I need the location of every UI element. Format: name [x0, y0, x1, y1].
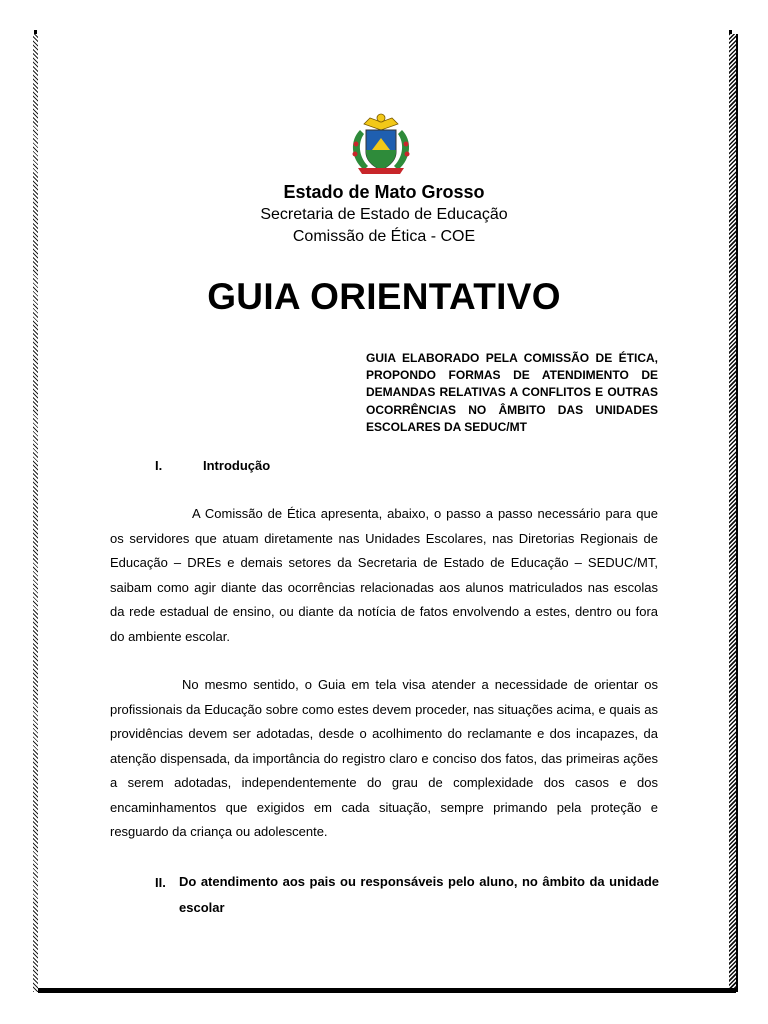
section-number: II.: [155, 875, 166, 890]
commission-name: Comissão de Ética - COE: [292, 228, 476, 245]
document-title: GUIA ORIENTATIVO: [207, 276, 561, 317]
section-title: Do atendimento aos pais ou responsáveis pelo aluno, no âmbito da unidade escolar: [179, 874, 659, 915]
secretariat-name: Secretaria de Estado de Educação: [260, 206, 508, 223]
state-name: Estado de Mato Grosso: [283, 182, 485, 202]
paragraph: No mesmo sentido, o Guia em tela visa atender a necessidade de orientar os profissionais da Educação sobre como estes devem proceder, nas situações acima, e quais as providências devem ser adotadas, desde o acolhimento do reclamante e dos incapazes, da atenção dispensada, da importância do registro claro e conciso dos fatos, das primeiras ações a serem adotadas, independentemente do grau de complexidade dos casos e dos encaminhamentos que exigidos em cada situação, sempre primando pela proteção e resguardo da criança ou adolescente.: [110, 677, 658, 839]
mato-grosso-coat-of-arms-icon: [346, 110, 416, 176]
section-title: Introdução: [203, 458, 271, 473]
page-border-left: [33, 34, 38, 992]
section-number: I.: [155, 458, 163, 473]
paragraph: A Comissão de Ética apresenta, abaixo, o passo a passo necessário para que os servidores que atuam diretamente nas Unidades Escolares, nas Diretorias Regionais de Educação – DREs e demais setores da Secretaria de Estado de Educação – SEDUC/MT, saibam como agir diante das ocorrências relacionadas aos alunos matriculados nas escolas da rede estadual de ensino, ou diante da notícia de fatos envolvendo a estes, dentro ou fora do ambiente escolar.: [110, 506, 658, 644]
document-abstract: GUIA ELABORADO PELA COMISSÃO DE ÉTICA, PROPONDO FORMAS DE ATENDIMENTO DE DEMANDAS RELATIVAS A CONFLITOS E OUTRAS OCORRÊNCIAS NO ÂMBITO DAS UNIDADES ESCOLARES DA SEDUC/MT: [366, 351, 658, 434]
page-border-bottom: [38, 988, 736, 993]
page-border-right: [729, 34, 738, 992]
